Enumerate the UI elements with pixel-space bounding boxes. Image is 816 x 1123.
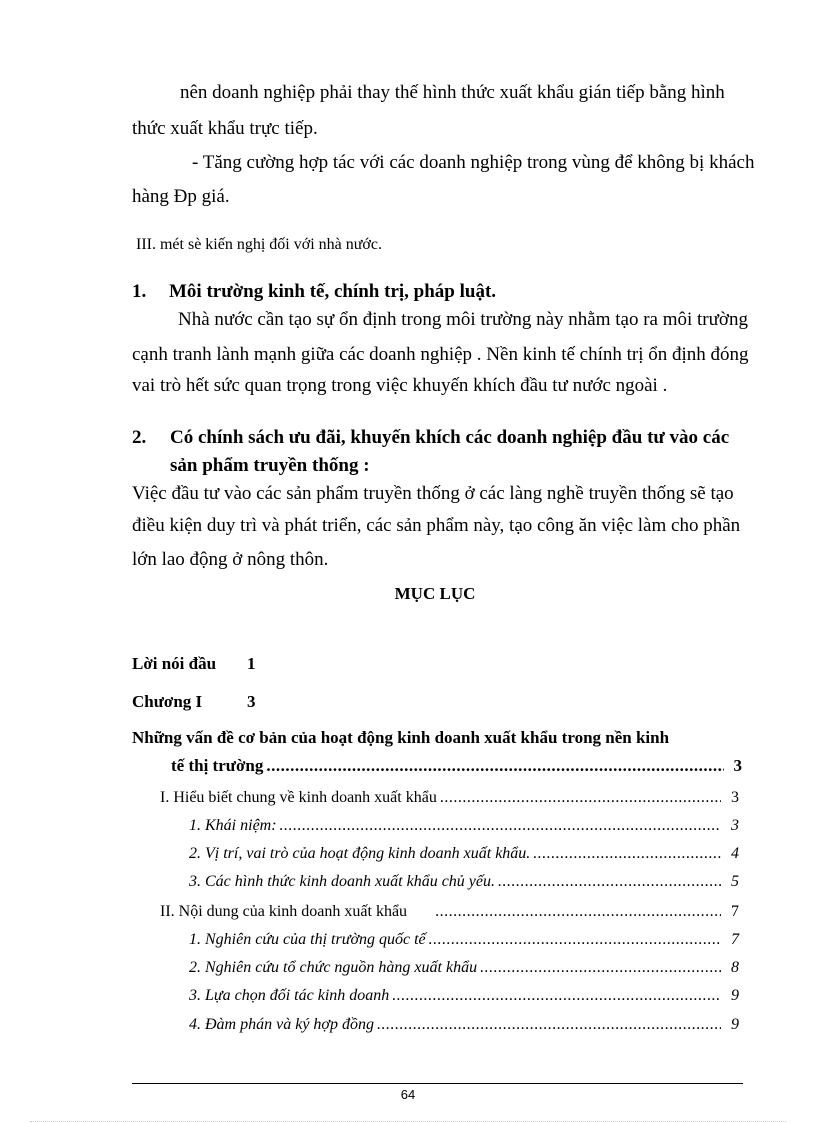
toc-entry-label: 2. Vị trí, vai trò của hoạt động kinh doanh xuất khẩu.	[189, 845, 531, 862]
page-edge-divider	[30, 1121, 786, 1122]
toc-entry-label: 2. Nghiên cứu tổ chức nguồn hàng xuất khẩu	[189, 959, 478, 976]
toc-entry-label: 1. Nghiên cứu của thị trường quốc tế	[189, 931, 426, 948]
toc-leader	[429, 930, 721, 950]
toc-entry-page: 9	[731, 987, 739, 1004]
toc-chapter-title: Những vấn đề cơ bản của hoạt động kinh doanh xuất khẩu trong nền kinh	[132, 728, 670, 747]
toc-entry-label: 3. Các hình thức kinh doanh xuất khẩu chủ yếu.	[189, 873, 495, 890]
toc-entry-label: II. Nội dung của kinh doanh xuất khẩu	[160, 903, 408, 920]
toc-entry[interactable]	[160, 902, 739, 922]
toc-leader	[392, 986, 721, 1006]
toc-leader	[533, 844, 721, 864]
toc-chapter-title-entry[interactable]	[171, 756, 742, 776]
paragraph-line: Việc đầu tư vào các sản phẩm truyền thống ở các làng nghề truyền thống sẽ tạo	[132, 483, 734, 504]
toc-entry-label: 4. Đàm phán và ký hợp đồng	[189, 1016, 374, 1033]
toc-leader	[377, 1015, 721, 1035]
heading-title: Môi trường kinh tế, chính trị, pháp luật.	[169, 281, 497, 302]
paragraph-line: nên doanh nghiệp phải thay thế hình thức xuất khẩu gián tiếp bằng hình	[180, 82, 725, 103]
heading-title: Có chính sách ưu đãi, khuyến khích các doanh nghiệp đầu tư vào các	[170, 427, 730, 448]
toc-entry[interactable]	[189, 816, 739, 836]
toc-preface-page: 1	[247, 654, 256, 673]
toc-entry-label: 3. Lựa chọn đối tác kinh doanh	[189, 987, 390, 1004]
toc-leader	[280, 816, 721, 836]
toc-entry-page: 3	[731, 789, 739, 806]
toc-entry[interactable]	[189, 930, 739, 950]
toc-leader	[480, 958, 721, 978]
toc-entry[interactable]	[189, 844, 739, 864]
page-number: 64	[400, 1087, 416, 1102]
toc-leader	[266, 756, 724, 776]
toc-entry-page: 4	[731, 845, 739, 862]
toc-entry-label: tế thị trường	[171, 756, 264, 775]
toc-preface-label: Lời nói đầu	[132, 654, 217, 673]
toc-entry[interactable]	[189, 1015, 739, 1035]
paragraph-line: - Tăng cường hợp tác với các doanh nghiệp trong vùng để không bị khách	[192, 152, 755, 173]
toc-chapter-page: 3	[247, 692, 256, 711]
paragraph-line: vai trò hết sức quan trọng trong việc khuyến khích đầu tư nước ngoài .	[132, 375, 668, 396]
paragraph-line: hàng Ðp giá.	[132, 186, 230, 207]
toc-entry-page: 7	[731, 903, 739, 920]
toc-entry[interactable]	[160, 788, 739, 808]
toc-leader	[440, 788, 721, 808]
toc-entry[interactable]	[189, 872, 739, 892]
toc-entry-page: 7	[731, 931, 739, 948]
heading-number: 1.	[132, 281, 147, 302]
toc-entry[interactable]	[189, 986, 739, 1006]
toc-leader	[435, 902, 721, 922]
toc-entry-label: I. Hiểu biết chung về kinh doanh xuất khẩu	[160, 789, 437, 806]
toc-entry-page: 9	[731, 1016, 739, 1033]
paragraph-line: cạnh tranh lành mạnh giữa các doanh nghiệp . Nền kinh tế chính trị ổn định đóng	[132, 344, 749, 365]
toc-entry-page: 5	[731, 873, 739, 890]
heading-number: 2.	[132, 427, 147, 448]
paragraph-line: lớn lao động ở nông thôn.	[132, 549, 329, 570]
toc-leader	[498, 872, 721, 892]
toc-entry[interactable]	[189, 958, 739, 978]
section-heading: III. mét sè kiến nghị đối với nhà nước.	[136, 236, 382, 253]
toc-entry-page: 3	[733, 756, 742, 775]
paragraph-line: thức xuất khẩu trực tiếp.	[132, 118, 318, 139]
paragraph-line: Nhà nước cần tạo sự ổn định trong môi trường này nhằm tạo ra môi trường	[178, 309, 748, 330]
paragraph-line: điều kiện duy trì và phát triển, các sản phẩm này, tạo công ăn việc làm cho phần	[132, 515, 741, 536]
heading-title-cont: sản phẩm truyền thống :	[170, 455, 370, 476]
toc-chapter-label: Chương I	[132, 692, 203, 711]
toc-entry-label: 1. Khái niệm:	[189, 817, 277, 834]
toc-entry-page: 8	[731, 959, 739, 976]
footer-divider	[132, 1083, 743, 1084]
toc-entry-page: 3	[731, 817, 739, 834]
toc-title: MỤC LỤC	[394, 584, 476, 603]
